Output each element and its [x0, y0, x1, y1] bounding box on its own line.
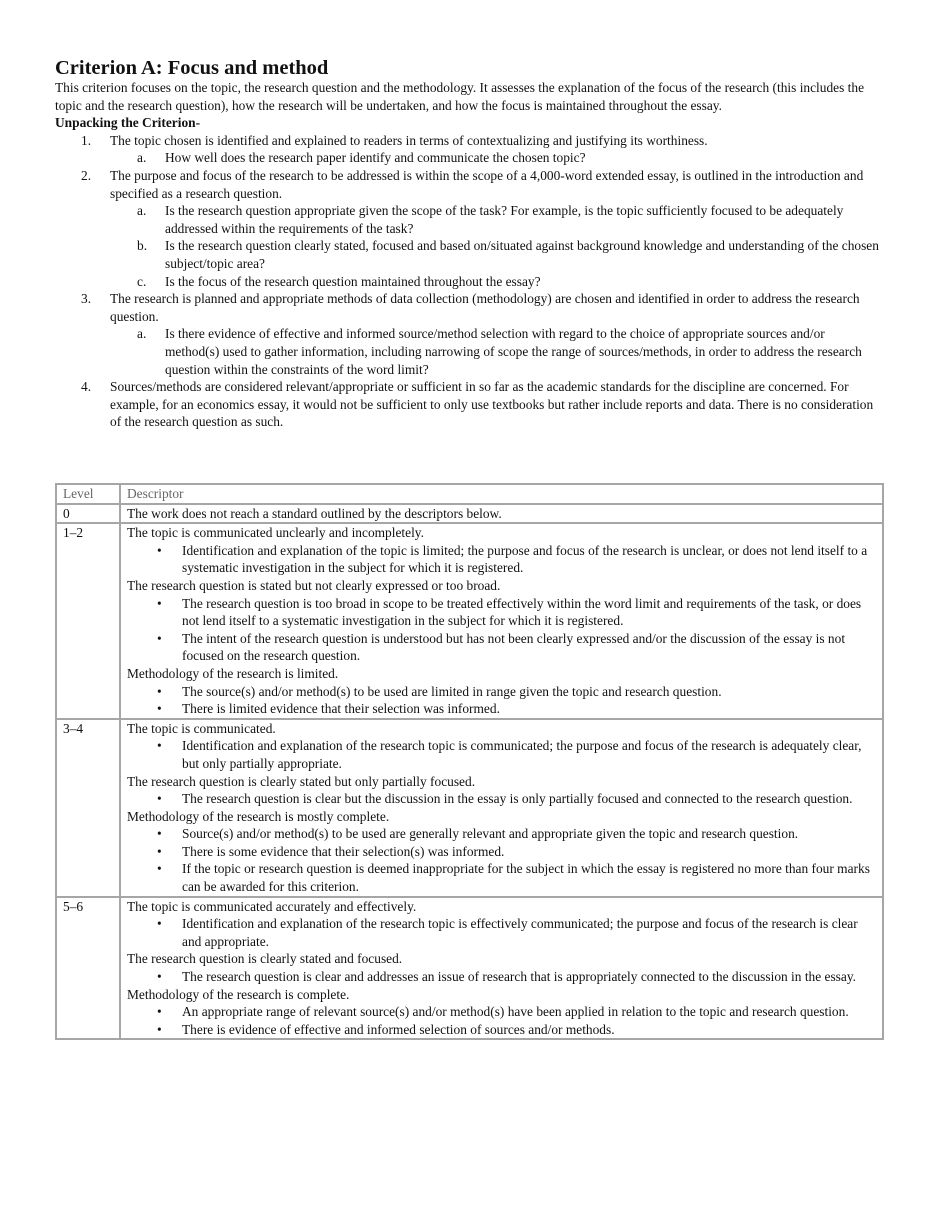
list-text: The purpose and focus of the research to be addressed is within the scope of a 4,000-word extended essay, is outlined in the introduction and specified as a research question. — [110, 167, 864, 201]
sub-list-text: Is the focus of the research question maintained throughout the essay? — [165, 273, 541, 289]
descriptor-bullet: • Identification and explanation of the topic is limited; the purpose and focus of the research is unclear, or does not lend itself to a systematic investigation in the subject for which it is registered. — [127, 542, 876, 577]
list-number: 3. — [81, 291, 92, 307]
level-cell: 5–6 — [56, 897, 120, 1040]
descriptor-bullet: • The research question is clear and addresses an issue of research that is appropriately connected to the discussion in the essay. — [127, 968, 876, 986]
list-number: 2. — [81, 167, 92, 183]
intro-paragraph: This criterion focuses on the topic, the research question and the methodology. It assesses the explanation of the focus of the research (this includes the topic and the research question), how the research will be undertaken, and how the focus is maintained throughout the essay. — [55, 80, 865, 113]
descriptor-bullet: • There is some evidence that their selection(s) was informed. — [127, 843, 876, 861]
descriptor-cell — [120, 897, 883, 1040]
criterion-list — [55, 132, 885, 431]
descriptor-bullet: • There is limited evidence that their selection was informed. — [127, 700, 876, 718]
descriptor-text: The work does not reach a standard outlined by the descriptors below. — [127, 505, 502, 521]
descriptor-text: The research question is clearly stated but only partially focused. — [127, 773, 476, 789]
level-cell: 3–4 — [56, 719, 120, 897]
list-number: 1. — [81, 132, 92, 148]
table-header-row — [56, 484, 883, 504]
descriptor-bullet: • There is evidence of effective and informed selection of sources and/or methods. — [127, 1021, 876, 1039]
descriptor-bullet: • If the topic or research question is deemed inappropriate for the subject in which the essay is registered no more than four marks can be awarded for this criterion. — [127, 860, 876, 895]
level-cell: 1–2 — [56, 523, 120, 719]
list-item — [55, 290, 885, 325]
descriptor-bullet: • Source(s) and/or method(s) to be used are generally relevant and appropriate given the topic and research question. — [127, 825, 876, 843]
table-row — [56, 523, 883, 719]
descriptor-text: The research question is stated but not clearly expressed or too broad. — [127, 577, 501, 593]
list-number: 4. — [81, 379, 92, 395]
descriptor-bullet: • The intent of the research question is understood but has not been clearly expressed and/or the discussion of the essay is not focused on the research question. — [127, 630, 876, 665]
sub-list-letter: a. — [137, 326, 147, 342]
list-item — [55, 378, 885, 431]
sub-list-letter: a. — [137, 150, 147, 166]
descriptor-bullet: • An appropriate range of relevant source(s) and/or method(s) have been applied in relation to the topic and research question. — [127, 1003, 876, 1021]
sub-list-text: Is there evidence of effective and informed source/method selection with regard to the choice of appropriate sources and/or method(s) used to gather information, including narrowing of scope the range of sources/methods, in order to address the research question within the constraints of the word limit? — [165, 326, 862, 377]
level-cell: 0 — [56, 504, 120, 524]
sub-list-item — [55, 149, 885, 167]
sub-list-letter: b. — [137, 238, 148, 254]
page-title: Criterion A: Focus and method — [55, 57, 329, 79]
descriptor-bullet: • The research question is too broad in scope to be treated effectively within the word limit and requirements of the task, or does not lend itself to a systematic investigation in the subject for which it is registered. — [127, 595, 876, 630]
table-row — [56, 897, 883, 1040]
header-descriptor: Descriptor — [120, 484, 883, 504]
unpacking-heading: Unpacking the Criterion- — [55, 115, 201, 131]
list-item — [55, 132, 885, 150]
sub-list-item — [55, 273, 885, 291]
sub-list-letter: c. — [137, 273, 147, 289]
descriptor-bullet: • The source(s) and/or method(s) to be used are limited in range given the topic and research question. — [127, 683, 876, 701]
table-row — [56, 504, 883, 524]
sub-list-text: How well does the research paper identify and communicate the chosen topic? — [165, 150, 586, 166]
descriptor-text: Methodology of the research is limited. — [127, 665, 339, 681]
descriptor-cell — [120, 523, 883, 719]
descriptor-text: Methodology of the research is complete. — [127, 986, 350, 1002]
list-text: The topic chosen is identified and explained to readers in terms of contextualizing and justifying its worthiness. — [110, 132, 708, 148]
descriptor-text: The topic is communicated. — [127, 720, 276, 736]
descriptor-cell — [120, 719, 883, 897]
table-row — [56, 719, 883, 897]
sub-list-text: Is the research question appropriate given the scope of the task? For example, is the topic sufficiently focused to be adequately addressed within the requirements of the task? — [165, 203, 844, 236]
descriptor-bullet: • Identification and explanation of the research topic is communicated; the purpose and focus of the research is adequately clear, but only partially appropriate. — [127, 737, 876, 772]
descriptor-cell — [120, 504, 883, 524]
list-text: The research is planned and appropriate methods of data collection (methodology) are chosen and identified in order to address the research question. — [110, 291, 860, 324]
descriptor-text: The research question is clearly stated and focused. — [127, 951, 403, 967]
header-level: Level — [56, 484, 120, 504]
descriptor-text: The topic is communicated unclearly and incompletely. — [127, 525, 424, 541]
sub-list-letter: a. — [137, 203, 147, 219]
sub-list-item — [55, 202, 885, 237]
list-item — [55, 167, 885, 202]
sub-list-text: Is the research question clearly stated, focused and based on/situated against background knowledge and understanding of the chosen subject/topic area? — [165, 238, 879, 271]
descriptor-table — [55, 483, 884, 1040]
criterion-section — [55, 57, 885, 431]
sub-list-item — [55, 237, 885, 272]
sub-list-item — [55, 325, 885, 378]
descriptor-text: The topic is communicated accurately and effectively. — [127, 898, 417, 914]
list-text: Sources/methods are considered relevant/appropriate or sufficient in so far as the academic standards for the discipline are concerned. For example, for an economics essay, it would not be sufficient to only use textbooks but rather include reports and data. There is no consideration of the research question as such. — [110, 379, 874, 430]
descriptor-bullet: • The research question is clear but the discussion in the essay is only partially focused and connected to the research question. — [127, 790, 876, 808]
descriptor-text: Methodology of the research is mostly complete. — [127, 808, 390, 824]
descriptor-bullet: • Identification and explanation of the research topic is effectively communicated; the purpose and focus of the research is clear and appropriate. — [127, 915, 876, 950]
